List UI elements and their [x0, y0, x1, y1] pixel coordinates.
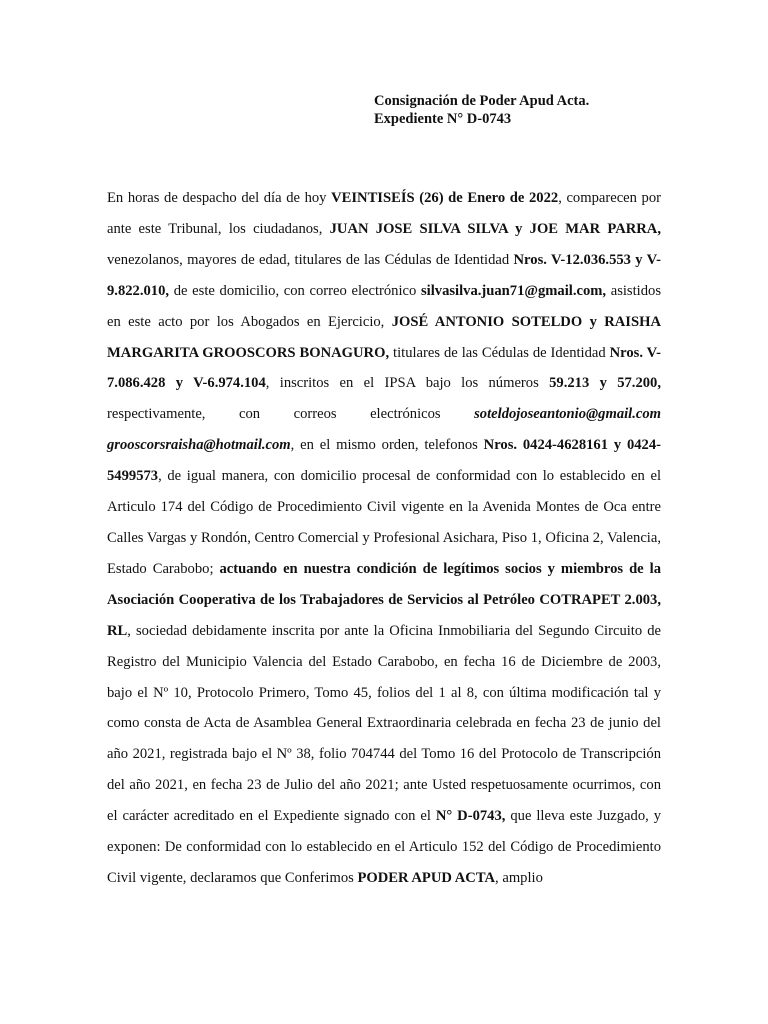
text-run: , de igual manera, con domicilio procesal de conformidad con lo establecido en el Articulo 174 del Código de Procedimiento Civil vigente en la Avenida Montes de Oca entre Calles Vargas y Rondón, Centro Comercial y Profesional Asichara, Piso 1, Oficina 2, Valencia, Estado Carabobo;: [107, 468, 661, 577]
text-run: , inscritos en el IPSA bajo los números: [265, 375, 550, 392]
text-run: asistidos en este acto por los Abogados en Ejercicio,: [107, 282, 661, 330]
text-run: respectivamente, con correos electrónicos: [107, 406, 475, 423]
case-number-ref: N° D-0743,: [435, 808, 506, 825]
date-text: VEINTISEÍS (26) de Enero de 2022: [331, 190, 559, 206]
text-run: , amplio: [495, 869, 543, 886]
party-names: JUAN JOSE SILVA SILVA y JOE MAR PARRA,: [329, 220, 661, 237]
text-run: , en el mismo orden, telefonos: [290, 437, 484, 454]
lawyer-id-numbers: Nros. V-7.086.428 y V-6.974.104: [107, 344, 662, 392]
header-case-number: Expediente N° D-0743: [374, 111, 512, 127]
header-title: Consignación de Poder Apud Acta.: [374, 93, 590, 109]
poder-apud-acta: PODER APUD ACTA: [357, 869, 496, 886]
lawyer-emails: soteldojoseantonio@gmail.com grooscorsraisha@hotmail.com: [107, 406, 661, 454]
text-run: En horas de despacho del día de hoy: [107, 190, 332, 206]
text-run: de este domicilio, con correo electrónico: [169, 282, 421, 299]
text-run: , comparecen por ante este Tribunal, los ciudadanos,: [107, 190, 662, 237]
text-run: que lleva este Juzgado, y exponen: De conformidad con lo establecido en el Articulo 152 del Código de Procedimiento Civil vigente, declaramos que Conferimos: [107, 808, 661, 886]
ipsa-numbers: 59.213 y 57.200,: [549, 375, 661, 392]
text-run: titulares de las Cédulas de Identidad: [389, 344, 610, 361]
body-paragraph: [107, 183, 661, 894]
text-run: , sociedad debidamente inscrita por ante la Oficina Inmobiliaria del Segundo Circuito de Registro del Municipio Valencia del Estado Carabobo, en fecha 16 de Diciembre de 2003, bajo el Nº 10, Protocolo Primero, Tomo 45, folios del 1 al 8, con última modificación tal y como consta de Acta de Asamblea General Extraordinaria celebrada en fecha 23 de junio del año 2021, registrada bajo el Nº 38, folio 704744 del Tomo 16 del Protocolo de Transcripción del año 2021, en fecha 23 de Julio del año 2021; ante Usted respetuosamente ocurrimos, con el carácter acreditado en el Expediente signado con el: [107, 622, 661, 825]
text-run: venezolanos, mayores de edad, titulares de las Cédulas de Identidad: [107, 251, 514, 268]
phone-numbers: Nros. 0424-4628161 y 0424-5499573: [107, 437, 661, 485]
party-id-numbers: Nros. V-12.036.553 y V-9.822.010,: [107, 251, 661, 299]
party-email: silvasilva.juan71@gmail.com,: [420, 282, 607, 299]
cooperative-statement: actuando en nuestra condición de legítimos socios y miembros de la Asociación Cooperativa de los Trabajadores de Servicios al Petróleo COTRAPET 2.003, RL: [107, 560, 661, 639]
document-header: [374, 92, 589, 128]
lawyer-names: JOSÉ ANTONIO SOTELDO y RAISHA MARGARITA GROOSCORS BONAGURO,: [107, 313, 661, 361]
